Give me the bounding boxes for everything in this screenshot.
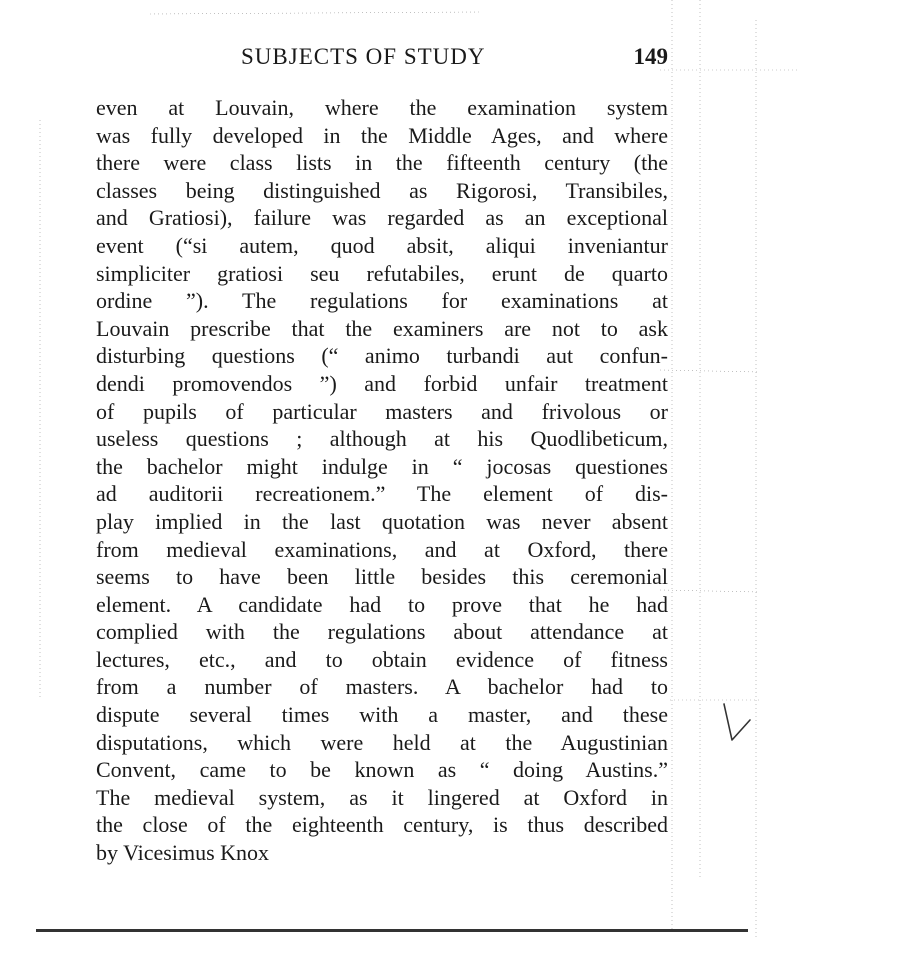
running-head-title: SUBJECTS OF STUDY (241, 44, 486, 69)
text-line: dendi promovendos ”) and forbid unfair treatment (96, 370, 668, 396)
text-line: from medieval examinations, and at Oxford, there (96, 536, 668, 562)
text-line: even at Louvain, where the examination system (96, 95, 668, 120)
text-line: from a number of masters. A bachelor had to (96, 674, 668, 700)
text-line: play implied in the last quotation was never absent (96, 508, 668, 534)
text-line: ad auditorii recreationem.” The element of dis- (96, 481, 668, 507)
text-line: event (“si autem, quod absit, aliqui inveniantur (96, 232, 668, 258)
text-line: The medieval system, as it lingered at Oxford in (96, 784, 668, 810)
page-number: 149 (633, 44, 668, 69)
text-line: complied with the regulations about attendance at (96, 619, 668, 645)
running-header (96, 44, 668, 76)
text-line: element. A candidate had to prove that he had (96, 591, 668, 617)
body-paragraph (96, 94, 668, 867)
text-line: Louvain prescribe that the examiners are not to ask (96, 315, 668, 341)
text-line: useless questions ; although at his Quodlibeticum, (96, 426, 668, 452)
text-line: simpliciter gratiosi seu refutabiles, erunt de quarto (96, 260, 668, 286)
text-line: Convent, came to be known as “ doing Austins.” (96, 757, 668, 783)
text-line: there were class lists in the fifteenth century (the (96, 150, 668, 176)
text-line: and Gratiosi), failure was regarded as an exceptional (96, 205, 668, 231)
text-line: disputations, which were held at the Augustinian (96, 729, 668, 755)
text-line: seems to have been little besides this ceremonial (96, 564, 668, 590)
text-line: the bachelor might indulge in “ jocosas questiones (96, 453, 668, 479)
text-line: by Vicesimus Knox (96, 840, 270, 866)
text-line: the close of the eighteenth century, is thus described (96, 812, 668, 838)
bottom-edge-rule (36, 929, 748, 932)
text-line: classes being distinguished as Rigorosi, Transibiles, (96, 177, 668, 203)
text-line: ordine ”). The regulations for examinations at (96, 288, 668, 314)
text-line: disturbing questions (“ animo turbandi aut confun- (96, 343, 668, 369)
pencil-check-mark-icon (718, 700, 758, 750)
text-line: dispute several times with a master, and these (96, 702, 668, 728)
text-line: lectures, etc., and to obtain evidence of fitness (96, 646, 668, 672)
text-line: of pupils of particular masters and frivolous or (96, 398, 668, 424)
text-line: was fully developed in the Middle Ages, and where (96, 122, 668, 148)
